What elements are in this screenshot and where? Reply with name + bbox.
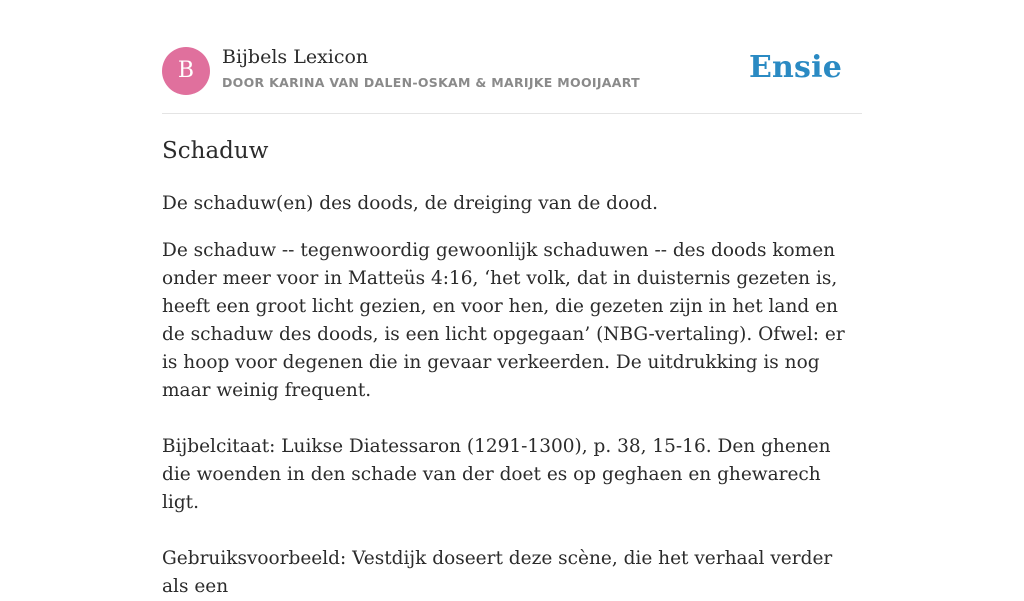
entry-content <box>162 190 862 601</box>
entry-paragraph-3: Gebruiksvoorbeeld: Vestdijk doseert deze scène, die het verhaal verder als een <box>162 548 833 597</box>
avatar[interactable]: B <box>162 47 210 95</box>
entry-paragraph-2: Bijbelcitaat: Luikse Diatessaron (1291-1300), p. 38, 15-16. Den ghenen die woenden in den schade van der doet es op geghaen en ghewarech ligt. <box>162 436 831 513</box>
entry-paragraph-1: De schaduw -- tegenwoordig gewoonlijk schaduwen -- des doods komen onder meer voor in Matteüs 4:16, ‘het volk, dat in duisternis gezeten is, heeft een groot licht gezien, en voor hen, die gezeten zijn in het land en de schaduw des doods, is een licht opgegaan’ (NBG-vertaling). Ofwel: er is hoop voor degenen die in gevaar verkeerden. De uitdrukking is nog maar weinig frequent. <box>162 240 845 401</box>
entry-definition: De schaduw(en) des doods, de dreiging van de dood. <box>162 193 659 214</box>
authors-byline: DOOR KARINA VAN DALEN-OSKAM & MARIJKE MOOIJAART <box>222 75 640 90</box>
header <box>162 46 862 96</box>
header-divider <box>162 113 862 114</box>
ensie-logo[interactable]: Ensie <box>748 50 842 85</box>
entry-title: Schaduw <box>162 138 269 164</box>
book-title[interactable]: Bijbels Lexicon <box>222 46 369 68</box>
